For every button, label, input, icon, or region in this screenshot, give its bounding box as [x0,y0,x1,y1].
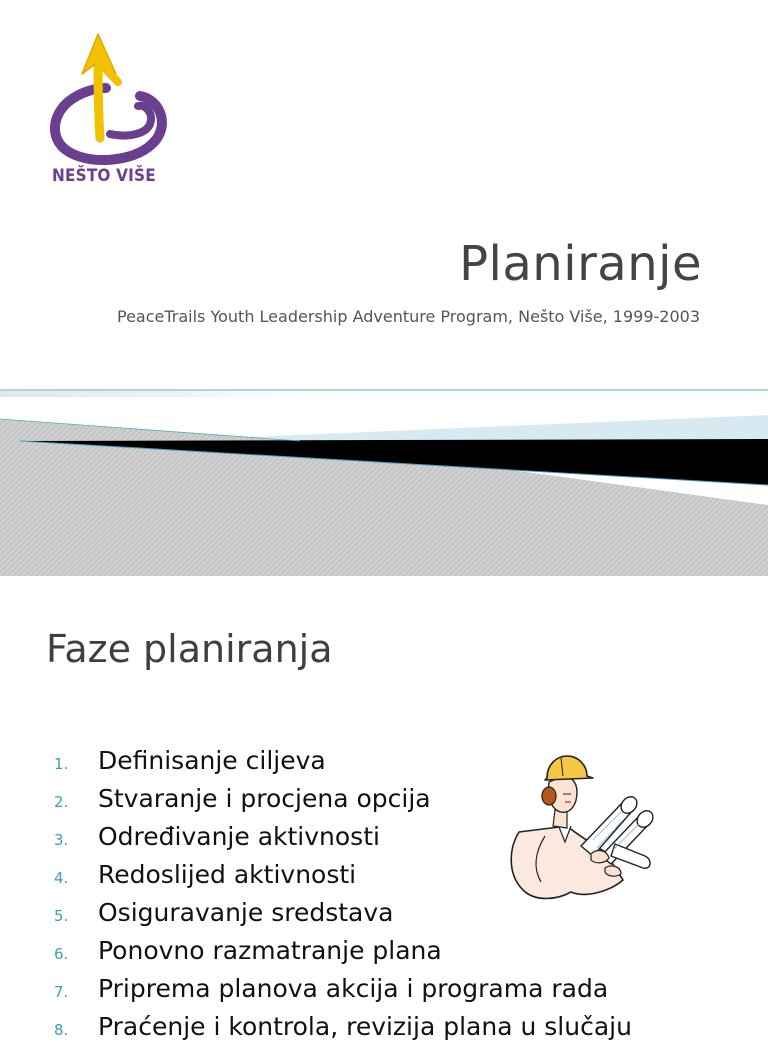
list-item-label: Ponovno razmatranje plana [98,936,442,965]
list-item-number: 1. [54,755,69,773]
list-item-number: 6. [54,945,69,963]
list-item-number: 8. [54,1021,69,1039]
list-item [54,970,632,1008]
list-item-number: 3. [54,831,69,849]
slide-title: Planiranje [459,236,702,292]
list-item-number: 7. [54,983,69,1001]
nesto-vise-logo [48,30,172,192]
engineer-with-blueprints-icon [505,752,665,912]
list-item [54,932,632,970]
slide-subtitle: PeaceTrails Youth Leadership Adventure Program, Nešto Više, 1999-2003 [116,307,700,326]
list-item-number: 2. [54,793,69,811]
logo-text: NEŠTO VIŠE [52,166,156,186]
list-item-label: Definisanje ciljeva [98,746,326,775]
list-item-label: Određivanje aktivnosti [98,822,380,851]
decorative-band [0,385,768,576]
list-item-label: Stvaranje i procjena opcija [98,784,431,813]
nesto-vise-logo-icon [48,30,172,170]
phases-heading: Faze planiranja [46,627,333,671]
list-item-label: Osiguravanje sredstava [98,898,394,927]
list-item [54,1008,632,1046]
list-item-label: Praćenje i kontrola, revizija plana u slučaju [98,1012,632,1041]
list-item-label: Redoslijed aktivnosti [98,860,357,889]
phases-slide [0,577,768,1041]
list-item-number: 4. [54,869,69,887]
list-item-label: Priprema planova akcija i programa rada [98,974,609,1003]
list-item-number: 5. [54,907,69,925]
